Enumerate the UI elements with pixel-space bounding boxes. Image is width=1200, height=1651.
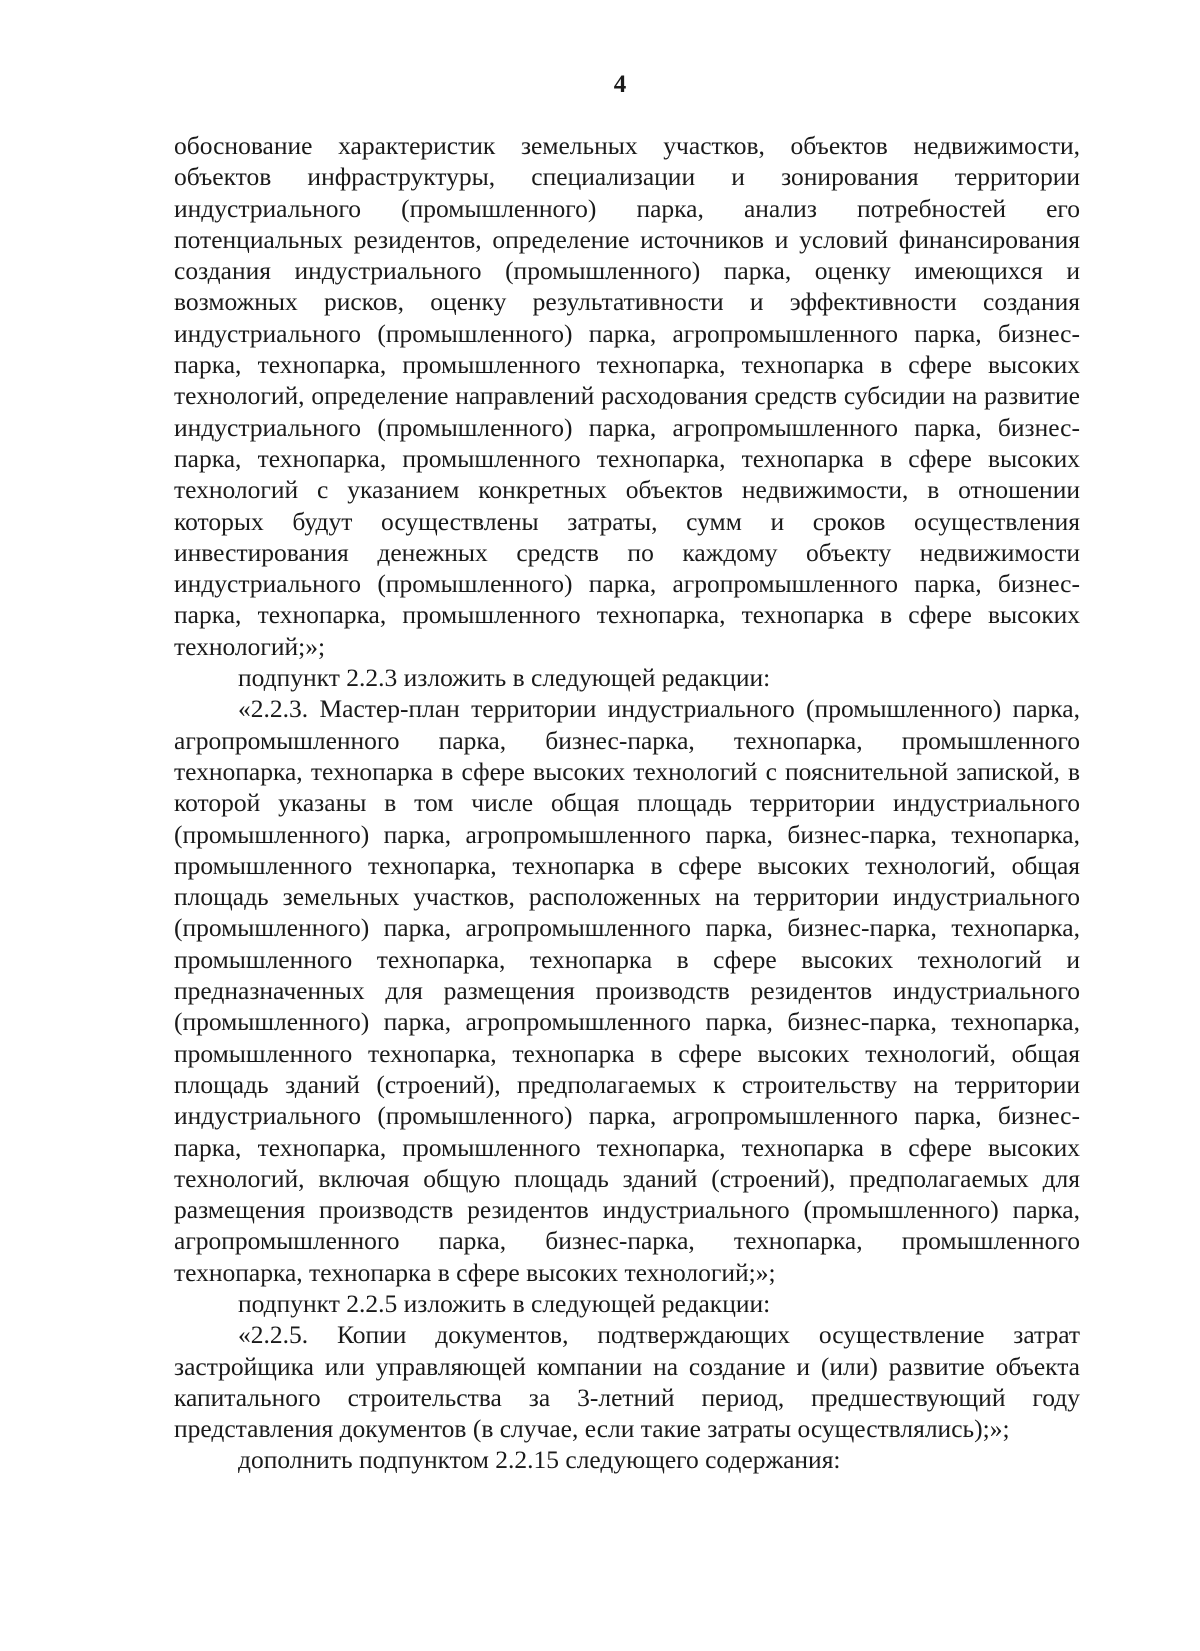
paragraph-item-2-2-3: «2.2.3. Мастер-план территории индустриального (промышленного) парка, агропромышленного парка, бизнес-парка, технопарка, промышленного технопарка, технопарка в сфере высоких технологий с пояснительной запиской, в которой указаны в том числе общая площадь территории индустриального (промышленного) парка, агропромышленного парка, бизнес-парка, технопарка, промышленного технопарка, технопарка в сфере высоких технологий, общая площадь земельных участков, расположенных на территории индустриального (промышленного) парка, агропромышленного парка, бизнес-парка, технопарка, промышленного технопарка, технопарка в сфере высоких технологий и предназначенных для размещения производств резидентов индустриального (промышленного) парка, агропромышленного парка, бизнес-парка, технопарка, промышленного технопарка, технопарка в сфере высоких технологий, общая площадь зданий (строений), предполагаемых к строительству на территории индустриального (промышленного) парка, агропромышленного парка, бизнес-парка, технопарка, промышленного технопарка, технопарка в сфере высоких технологий, включая общую площадь зданий (строений), предполагаемых для размещения производств резидентов индустриального (промышленного) парка, агропромышленного парка, бизнес-парка, технопарка, промышленного технопарка, технопарка в сфере высоких технологий;»; bbox=[174, 694, 1080, 1287]
page-number: 4 bbox=[613, 71, 627, 98]
paragraph-item-2-2-5: «2.2.5. Копии документов, подтверждающих осуществление затрат застройщика или управляющей компании на создание и (или) развитие объекта капитального строительства за 3-летний период, предшествующий году представления документов (в случае, если такие затраты осуществлялись);»; bbox=[174, 1320, 1080, 1444]
document-body bbox=[174, 130, 1080, 1476]
paragraph-instruction-2-2-3: подпункт 2.2.3 изложить в следующей редакции: bbox=[238, 663, 771, 693]
paragraph-instruction-2-2-15: дополнить подпунктом 2.2.15 следующего содержания: bbox=[238, 1445, 841, 1475]
paragraph-instruction-2-2-5: подпункт 2.2.5 изложить в следующей редакции: bbox=[238, 1288, 771, 1318]
paragraph-justification: обоснование характеристик земельных участков, объектов недвижимости, объектов инфраструктуры, специализации и зонирования территории индустриального (промышленного) парка, анализ потребностей его потенциальных резидентов, определение источников и условий финансирования создания индустриального (промышленного) парка, оценку имеющихся и возможных рисков, оценку результативности и эффективности создания индустриального (промышленного) парка, агропромышленного парка, бизнес-парка, технопарка, промышленного технопарка, технопарка в сфере высоких технологий, определение направлений расходования средств субсидии на развитие индустриального (промышленного) парка, агропромышленного парка, бизнес-парка, технопарка, промышленного технопарка, технопарка в сфере высоких технологий с указанием конкретных объектов недвижимости, в отношении которых будут осуществлены затраты, сумм и сроков осуществления инвестирования денежных средств по каждому объекту недвижимости индустриального (промышленного) парка, агропромышленного парка, бизнес-парка, технопарка, промышленного технопарка, технопарка в сфере высоких технологий;»; bbox=[174, 131, 1080, 661]
